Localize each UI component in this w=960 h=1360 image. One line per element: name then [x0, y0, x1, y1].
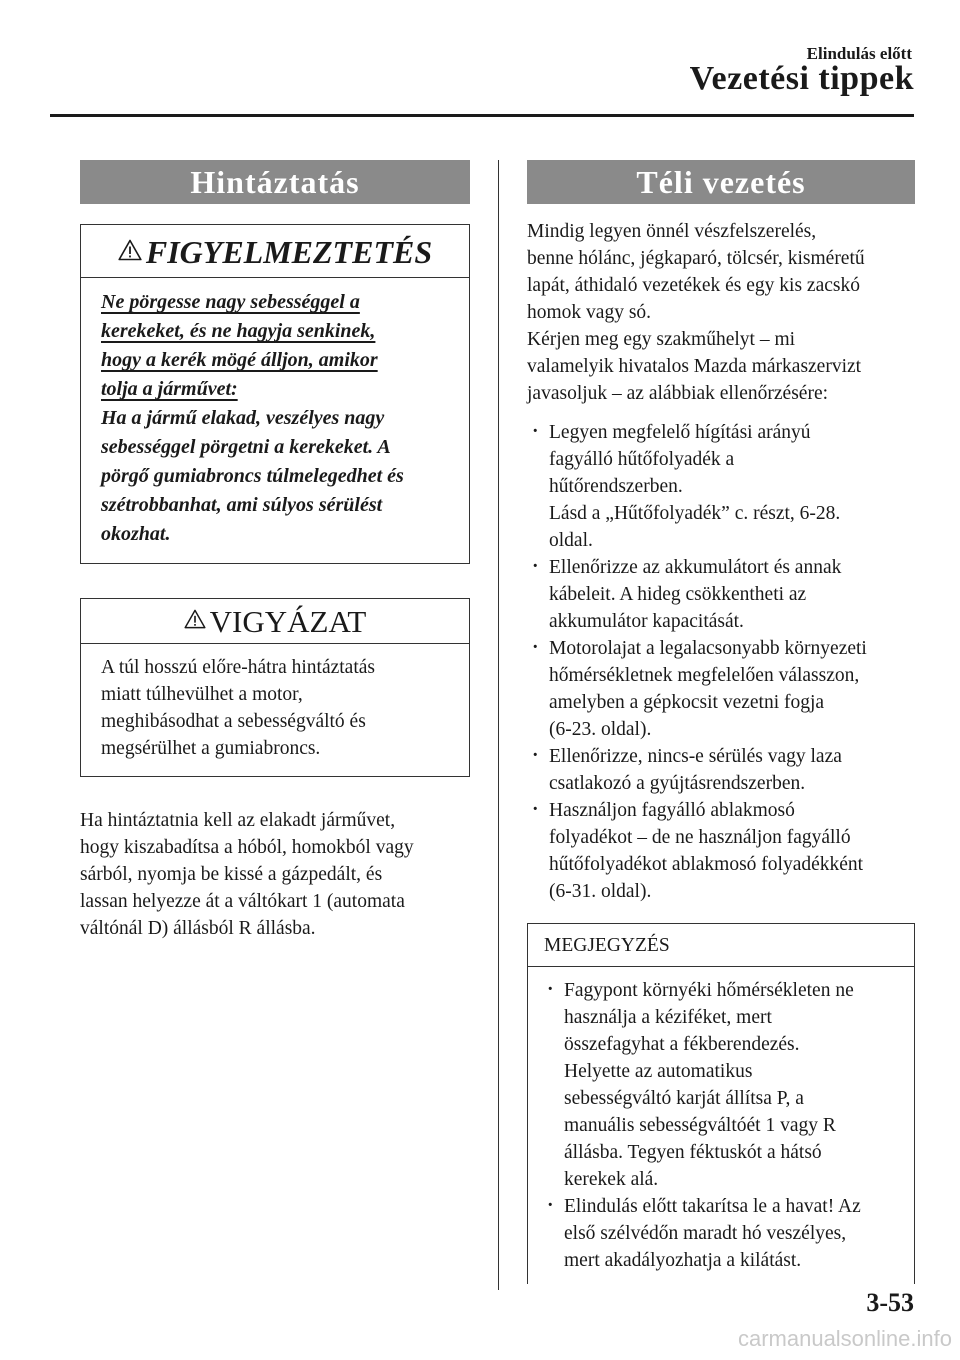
right-column: [527, 160, 915, 1284]
list-line: amelyben a gépkocsit vezetni fogja: [549, 692, 825, 713]
checklist: [527, 419, 915, 905]
section-label: Elindulás előtt: [806, 44, 912, 63]
caution-header: [81, 599, 469, 644]
warning-triangle-icon: [118, 239, 142, 261]
warning-text: [81, 278, 469, 563]
list-line: Helyette az automatikus: [564, 1061, 753, 1082]
caution-label: VIGYÁZAT: [209, 604, 367, 639]
section-title-winter-driving: Téli vezetés: [527, 160, 915, 204]
intro-line: javasoljuk – az alábbiak ellenőrzésére:: [527, 383, 829, 404]
list-item: [527, 635, 915, 743]
list-line: · Motorolajat a legalacsonyabb környezeti: [549, 638, 867, 659]
list-line: (6-31. oldal).: [549, 881, 652, 902]
warning-line: Ha a jármű elakad, veszélyes nagy: [101, 407, 385, 429]
list-line: manuális sebességváltóét 1 vagy R: [564, 1115, 836, 1136]
rocking-instructions: [80, 807, 470, 942]
caution-line: meghibásodhat a sebességváltó és: [101, 711, 366, 732]
watermark: carmanualsonline.info: [737, 1326, 952, 1351]
winter-intro: [527, 218, 915, 407]
warning-line: szétrobbanhat, ami súlyos sérülést: [101, 494, 383, 516]
list-line: hőmérsékletnek megfelelően válasszon,: [549, 665, 860, 686]
caution-line: miatt túlhevülhet a motor,: [101, 684, 303, 705]
intro-line: valamelyik hivatalos Mazda márkaszervizt: [527, 356, 862, 377]
warning-line: hogy a kerék mögé álljon, amikor: [101, 349, 378, 371]
list-line: használja a kéziféket, mert: [564, 1007, 772, 1028]
list-line: · Elindulás előtt takarítsa le a havat! Az: [564, 1196, 861, 1217]
warning-box: [80, 224, 470, 564]
column-divider: [498, 160, 499, 1290]
intro-line: homok vagy só.: [527, 302, 652, 323]
caution-triangle-icon: [184, 609, 206, 629]
note-box: [527, 923, 915, 1284]
list-item: [527, 554, 915, 635]
list-line: fagyálló hűtőfolyadék a: [549, 449, 735, 470]
body-line: lassan helyezze át a váltókart 1 (automata: [80, 891, 405, 912]
warning-label: FIGYELMEZTETÉS: [145, 234, 433, 270]
list-item: [542, 1193, 902, 1274]
header-rule: [50, 114, 914, 117]
caution-line: A túl hosszú előre-hátra hintáztatás: [101, 657, 375, 678]
section-title-rocking: Hintáztatás: [80, 160, 470, 204]
list-line: állásba. Tegyen féktuskót a hátsó: [564, 1142, 822, 1163]
list-line: folyadékot – de ne használjon fagyálló: [549, 827, 851, 848]
body-line: hogy kiszabadítsa a hóból, homokból vagy: [80, 837, 414, 858]
note-text: [528, 967, 914, 1284]
list-line: kábeleit. A hideg csökkentheti az: [549, 584, 807, 605]
page-title: Vezetési tippek: [689, 60, 914, 97]
intro-line: benne hólánc, jégkaparó, tölcsér, kisméretű: [527, 248, 865, 269]
list-line: hűtőfolyadékot ablakmosó folyadékként: [549, 854, 864, 875]
warning-header: [81, 225, 469, 278]
list-item: [542, 977, 902, 1193]
list-line: akkumulátor kapacitását.: [549, 611, 744, 632]
list-line: csatlakozó a gyújtásrendszerben.: [549, 773, 806, 794]
body-line: Ha hintáztatnia kell az elakadt járművet,: [80, 810, 396, 831]
warning-line: Ne pörgesse nagy sebességgel a: [101, 291, 360, 313]
list-line: első szélvédőn maradt hó veszélyes,: [564, 1223, 847, 1244]
intro-line: lapát, áthidaló vezetékek és egy kis zacskó: [527, 275, 860, 296]
caution-line: megsérülhet a gumiabroncs.: [101, 738, 321, 759]
warning-line: kerekeket, és ne hagyja senkinek,: [101, 320, 376, 342]
warning-line: okozhat.: [101, 523, 171, 545]
body-line: váltónál D) állásból R állásba.: [80, 918, 316, 939]
list-line: · Használjon fagyálló ablakmosó: [549, 800, 795, 821]
list-line: kerekek alá.: [564, 1169, 659, 1190]
list-line: · Legyen megfelelő hígítási arányú: [549, 422, 811, 443]
caution-box: [80, 598, 470, 777]
list-item: [527, 419, 915, 554]
note-header: MEGJEGYZÉS: [528, 924, 914, 967]
note-list: [542, 977, 902, 1274]
list-item: [527, 743, 915, 797]
warning-line: tolja a járművet:: [101, 378, 238, 400]
list-item: [527, 797, 915, 905]
list-line: oldal.: [549, 530, 593, 551]
list-line: Lásd a „Hűtőfolyadék” c. részt, 6-28.: [549, 503, 841, 524]
list-line: hűtőrendszerben.: [549, 476, 683, 497]
list-line: · Ellenőrizze az akkumulátort és annak: [549, 557, 842, 578]
list-line: · Ellenőrizze, nincs-e sérülés vagy laza: [549, 746, 842, 767]
body-line: sárból, nyomja be kissé a gázpedált, és: [80, 864, 383, 885]
left-column: [80, 160, 470, 942]
intro-line: Kérjen meg egy szakműhelyt – mi: [527, 329, 796, 350]
list-line: mert akadályozhatja a kilátást.: [564, 1250, 802, 1271]
caution-text: [81, 644, 469, 776]
page-number: 3-53: [866, 1288, 914, 1317]
warning-line: pörgő gumiabroncs túlmelegedhet és: [101, 465, 404, 487]
warning-line: sebességgel pörgetni a kerekeket. A: [101, 436, 391, 458]
list-line: · Fagypont környéki hőmérsékleten ne: [564, 980, 854, 1001]
list-line: összefagyhat a fékberendezés.: [564, 1034, 800, 1055]
intro-line: Mindig legyen önnél vészfelszerelés,: [527, 221, 817, 242]
list-line: sebességváltó karját állítsa P, a: [564, 1088, 804, 1109]
list-line: (6-23. oldal).: [549, 719, 652, 740]
